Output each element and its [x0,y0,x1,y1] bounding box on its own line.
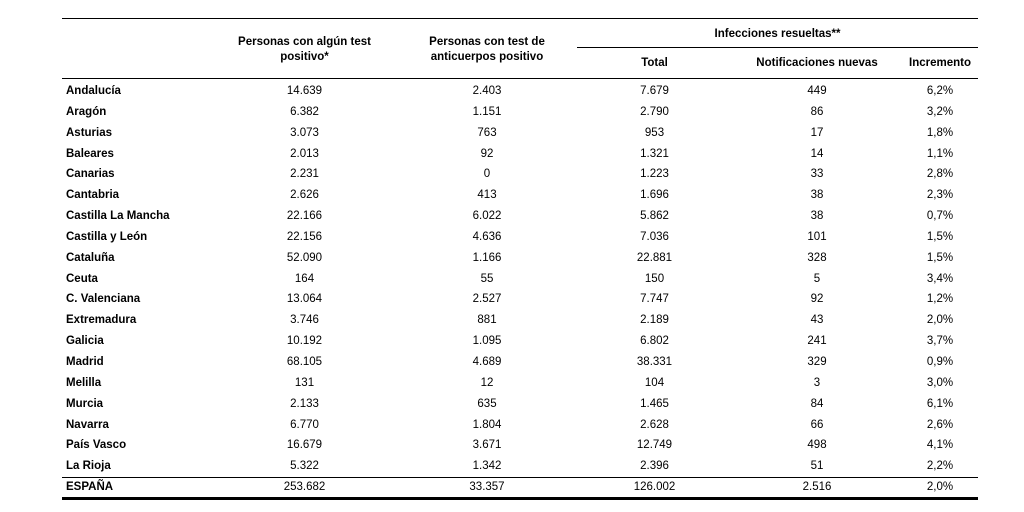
cell-notificaciones: 92 [810,293,824,306]
cell-notificaciones: 101 [807,230,827,243]
cell-test-positivo: 5.322 [290,460,319,473]
cell-anticuerpos: 12 [480,376,494,389]
cell-notificaciones: 86 [810,105,824,118]
cell-region: Castilla La Mancha [66,210,170,223]
cell-notificaciones: 14 [810,147,824,160]
cell-anticuerpos: 2.527 [472,293,502,306]
cell-incremento: 1,5% [926,251,954,264]
cell-notificaciones: 38 [810,189,824,202]
cell-test-positivo: 13.064 [286,293,323,306]
cell-total: 6.802 [640,335,669,348]
table-row [62,331,978,352]
cell-region: Extremadura [66,314,137,327]
total-cell-notificaciones: 2.516 [732,478,902,499]
cell-test-positivo: 68.105 [286,355,323,368]
cell-region: Baleares [66,147,114,160]
cell-total: 2.628 [640,418,669,431]
cell-notificaciones: 66 [810,418,824,431]
cell-anticuerpos: 1.804 [472,418,502,431]
cell-region: Andalucía [66,85,121,97]
cell-anticuerpos: 1.342 [472,460,502,473]
cell-total: 38.331 [636,355,673,368]
cell-total: 104 [644,376,665,389]
top-rule [62,18,978,19]
cell-test-positivo: 2.626 [290,189,319,202]
table-row [62,352,978,373]
cell-total: 150 [644,272,665,285]
table-row [62,248,978,269]
cell-total: 7.747 [640,293,669,306]
cell-notificaciones: 38 [810,210,824,223]
cell-incremento: 6,2% [926,85,954,97]
cell-region: Galicia [66,335,104,348]
cell-anticuerpos: 92 [480,147,494,160]
cell-test-positivo: 164 [294,272,315,285]
cell-region: Asturias [66,126,113,139]
table-row [62,310,978,331]
cell-test-positivo: 131 [294,376,315,389]
cell-anticuerpos: 55 [480,272,494,285]
cell-total: 12.749 [636,439,673,452]
cell-notificaciones: 43 [810,314,824,327]
cell-total: 1.696 [640,189,669,202]
cell-region: Aragón [66,105,107,118]
cell-incremento: 2,6% [926,418,954,431]
cell-test-positivo: 14.639 [286,85,323,97]
cell-total: 2.189 [640,314,669,327]
cell-notificaciones: 5 [813,272,821,285]
cell-region: Cantabria [66,189,120,202]
cell-test-positivo: 2.231 [290,168,319,181]
table-row [62,394,978,415]
cell-test-positivo: 16.679 [286,439,323,452]
table-row [62,269,978,290]
cell-test-positivo: 22.166 [286,210,323,223]
table-row [62,206,978,227]
table-row [62,227,978,248]
cell-incremento: 2,2% [926,460,954,473]
cell-region: Navarra [66,418,109,431]
table-row [62,415,978,436]
table-row [62,435,978,456]
header-notificaciones: Notificaciones nuevas [732,48,902,79]
cell-total: 5.862 [640,210,669,223]
header-personas-test: Personas con algún test positivo* [212,22,397,79]
table-row [62,81,978,102]
cell-anticuerpos: 763 [477,126,497,139]
cell-total: 953 [644,126,665,139]
cell-notificaciones: 498 [807,439,827,452]
cell-total: 1.465 [640,397,669,410]
cell-anticuerpos: 2.403 [472,85,502,97]
cell-notificaciones: 3 [813,376,821,389]
cell-notificaciones: 84 [810,397,824,410]
table-row [62,456,978,477]
cell-total: 2.790 [640,105,669,118]
cell-total: 1.321 [640,147,669,160]
table-row [62,185,978,206]
cell-anticuerpos: 881 [477,314,497,327]
table-row [62,289,978,310]
table-row [62,164,978,185]
header-region [62,22,212,79]
cell-total: 1.223 [640,168,669,181]
cell-notificaciones: 33 [810,168,824,181]
header-infecciones-group: Infecciones resueltas** [577,22,978,48]
cell-total: 22.881 [636,251,673,264]
table-row [62,144,978,165]
cell-incremento: 2,0% [926,314,954,327]
cell-total: 7.036 [640,230,669,243]
cell-incremento: 3,4% [926,272,954,285]
cell-notificaciones: 449 [807,85,827,97]
cell-incremento: 4,1% [926,439,954,452]
cell-region: Madrid [66,355,104,368]
header-incremento: Incremento [902,48,978,79]
table-row [62,102,978,123]
total-row [62,478,978,499]
cell-anticuerpos: 0 [483,168,491,181]
cell-test-positivo: 6.382 [290,105,319,118]
cell-incremento: 6,1% [926,397,954,410]
table-row [62,373,978,394]
cell-notificaciones: 328 [807,251,827,264]
cell-anticuerpos: 4.636 [472,230,502,243]
cell-incremento: 1,5% [926,230,954,243]
cell-region: La Rioja [66,460,111,473]
cell-test-positivo: 3.746 [290,314,319,327]
total-cell-incremento: 2,0% [902,478,978,499]
cell-incremento: 3,0% [926,376,954,389]
cell-anticuerpos: 4.689 [472,355,502,368]
header-personas-anticuerpos: Personas con test de anticuerpos positivo [397,22,577,79]
total-cell-region: ESPAÑA [62,478,212,499]
cell-notificaciones: 329 [807,355,827,368]
cell-anticuerpos: 635 [477,397,497,410]
table-header [62,22,978,79]
cell-anticuerpos: 413 [477,189,497,202]
cell-test-positivo: 3.073 [290,126,319,139]
cell-region: Murcia [66,397,104,410]
cell-incremento: 2,8% [926,168,954,181]
cell-anticuerpos: 1.095 [472,335,502,348]
covid-table [62,22,978,500]
cell-notificaciones: 51 [810,460,824,473]
total-cell-anticuerpos: 33.357 [397,478,577,499]
cell-test-positivo: 22.156 [286,230,323,243]
total-cell-test-positivo: 253.682 [212,478,397,499]
cell-test-positivo: 10.192 [286,335,323,348]
cell-total: 7.679 [640,85,669,97]
cell-total: 2.396 [640,460,669,473]
cell-test-positivo: 2.013 [290,147,319,160]
cell-notificaciones: 17 [810,126,824,139]
cell-region: Canarias [66,168,115,181]
cell-incremento: 0,7% [926,210,954,223]
cell-incremento: 0,9% [926,355,954,368]
cell-incremento: 1,8% [926,126,954,139]
cell-incremento: 3,2% [926,105,954,118]
cell-region: Melilla [66,376,102,389]
table-row [62,123,978,144]
header-total: Total [577,48,732,79]
cell-region: C. Valenciana [66,293,141,306]
cell-test-positivo: 6.770 [290,418,319,431]
cell-notificaciones: 241 [807,335,827,348]
cell-incremento: 1,1% [926,147,954,160]
cell-region: Castilla y León [66,230,148,243]
cell-test-positivo: 52.090 [286,251,323,264]
cell-anticuerpos: 3.671 [472,439,502,452]
cell-region: Cataluña [66,251,115,264]
cell-anticuerpos: 1.151 [472,105,502,118]
cell-incremento: 1,2% [926,293,954,306]
cell-region: Ceuta [66,272,98,285]
cell-anticuerpos: 6.022 [472,210,502,223]
cell-incremento: 2,3% [926,189,954,202]
cell-anticuerpos: 1.166 [472,251,502,264]
cell-incremento: 3,7% [926,335,954,348]
cell-region: País Vasco [66,439,127,452]
total-cell-total: 126.002 [577,478,732,499]
cell-test-positivo: 2.133 [290,397,319,410]
table-body [62,79,978,499]
